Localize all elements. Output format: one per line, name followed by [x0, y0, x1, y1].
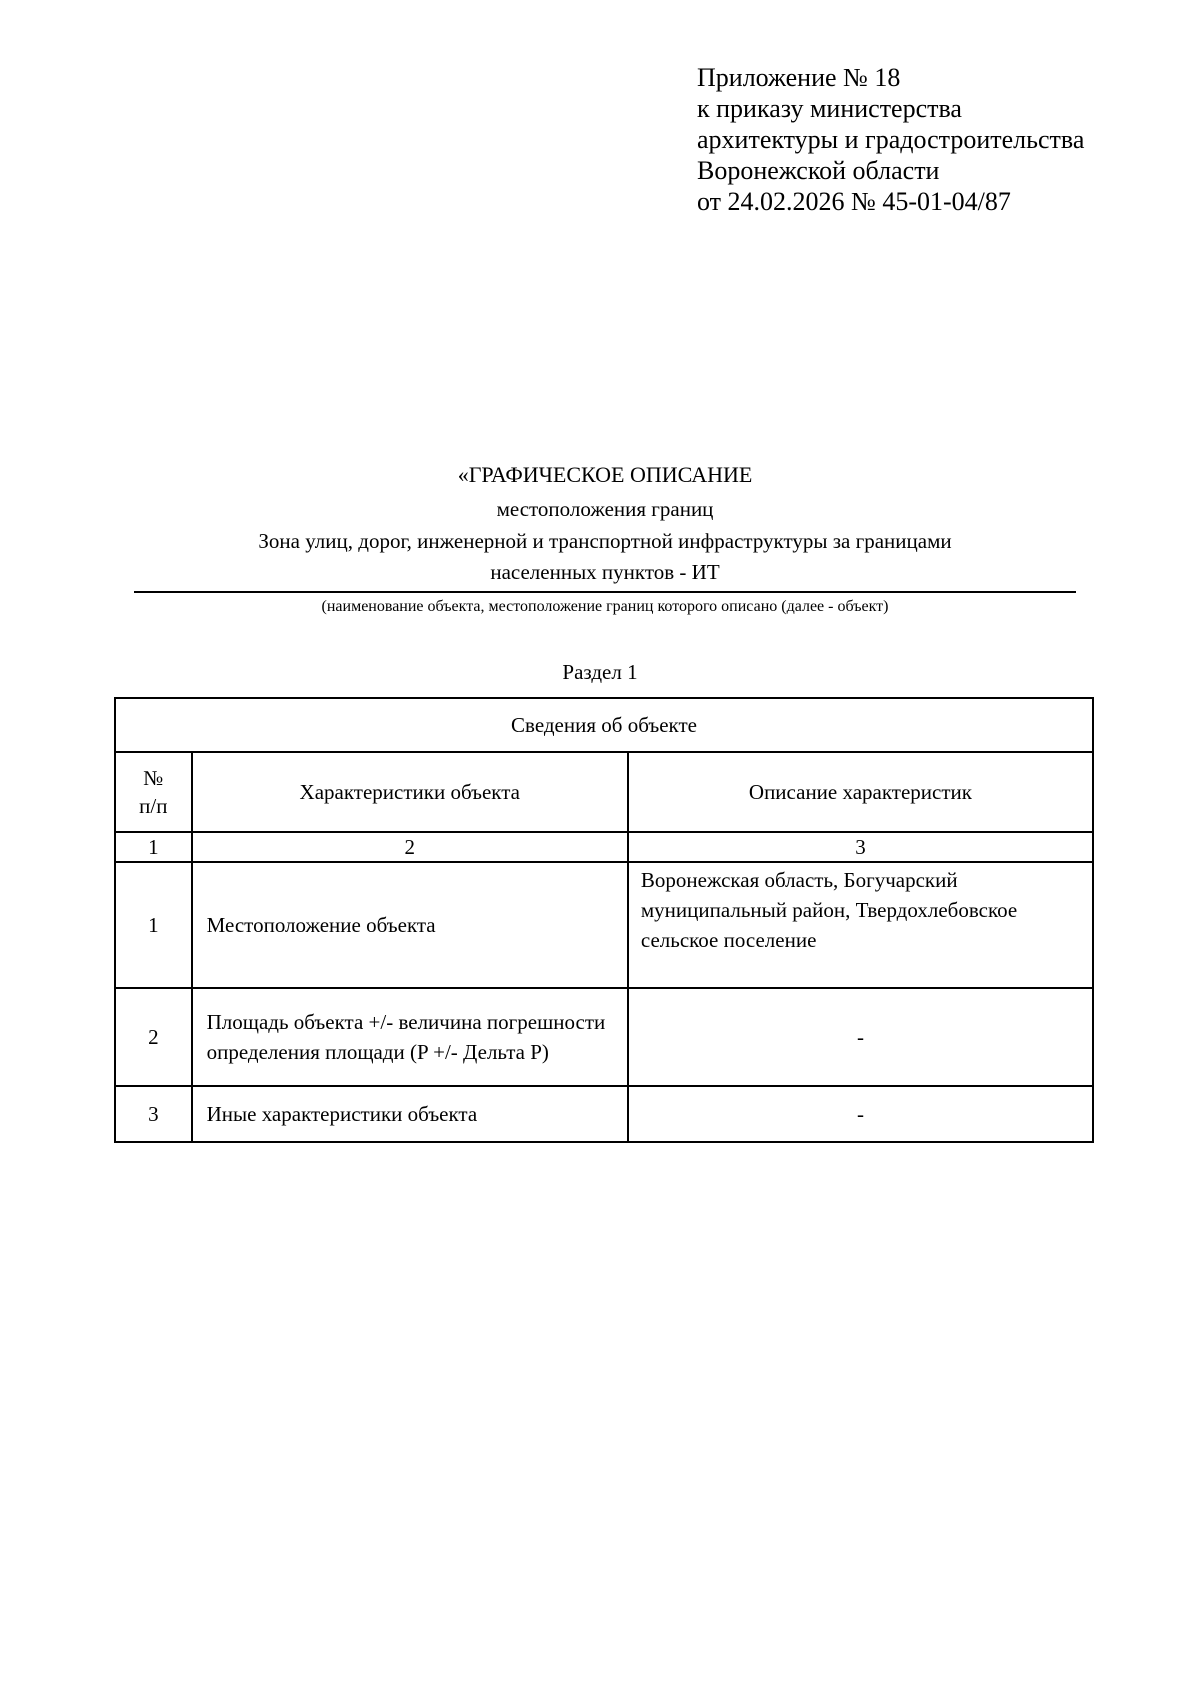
object-name-underline [134, 591, 1076, 593]
row-description: - [628, 1086, 1093, 1142]
table-row [115, 862, 1093, 988]
column-number-2: 2 [192, 832, 628, 862]
row-description: - [628, 988, 1093, 1086]
row-characteristic: Площадь объекта +/- величина погрешности определения площади (P +/- Дельта P) [206, 1010, 606, 1064]
appendix-number: Приложение № 18 [697, 63, 901, 92]
row-characteristic-cell [192, 862, 628, 988]
table-header-row [115, 752, 1093, 832]
appendix-date-number: от 24.02.2026 № 45-01-04/87 [697, 187, 1011, 216]
table-row [115, 1086, 1093, 1142]
object-name-line-2: населенных пунктов - ИТ [490, 560, 720, 584]
header-number-cell [115, 752, 192, 832]
row-characteristic: Иные характеристики объекта [206, 1102, 478, 1126]
header-number-abbr: п/п [139, 794, 168, 818]
section-label: Раздел 1 [562, 660, 638, 684]
header-characteristic: Характеристики объекта [192, 752, 628, 832]
row-number: 1 [115, 862, 192, 988]
appendix-block [697, 62, 1084, 217]
header-number-symbol: № [143, 766, 164, 790]
appendix-order-ref: к приказу министерства [697, 94, 962, 123]
column-number-3: 3 [628, 832, 1093, 862]
row-characteristic: Местоположение объекта [206, 913, 436, 937]
row-number: 2 [115, 988, 192, 1086]
title-block [134, 458, 1076, 619]
table-caption: Сведения об объекте [115, 698, 1093, 752]
object-name-caption: (наименование объекта, местоположение границ которого описано (далее - объект) [321, 598, 889, 615]
column-number-row [115, 832, 1093, 862]
document-title: «ГРАФИЧЕСКОЕ ОПИСАНИЕ [457, 462, 753, 487]
row-number: 3 [115, 1086, 192, 1142]
table-caption-row [115, 698, 1093, 752]
row-characteristic-cell [192, 1086, 628, 1142]
row-description: Воронежская область, Богучарский муниципальный район, Твердохлебовское сельское поселение [640, 868, 1018, 952]
row-characteristic-cell [192, 988, 628, 1086]
row-description-cell [628, 862, 1093, 988]
appendix-ministry: архитектуры и градостроительства [697, 125, 1085, 154]
column-number-1: 1 [115, 832, 192, 862]
table-row [115, 988, 1093, 1086]
object-name-line-1: Зона улиц, дорог, инженерной и транспортной инфраструктуры за границами [258, 529, 952, 553]
header-description: Описание характеристик [628, 752, 1093, 832]
document-subtitle: местоположения границ [496, 497, 714, 521]
appendix-region: Воронежской области [697, 156, 940, 185]
object-info-table [114, 697, 1094, 1143]
